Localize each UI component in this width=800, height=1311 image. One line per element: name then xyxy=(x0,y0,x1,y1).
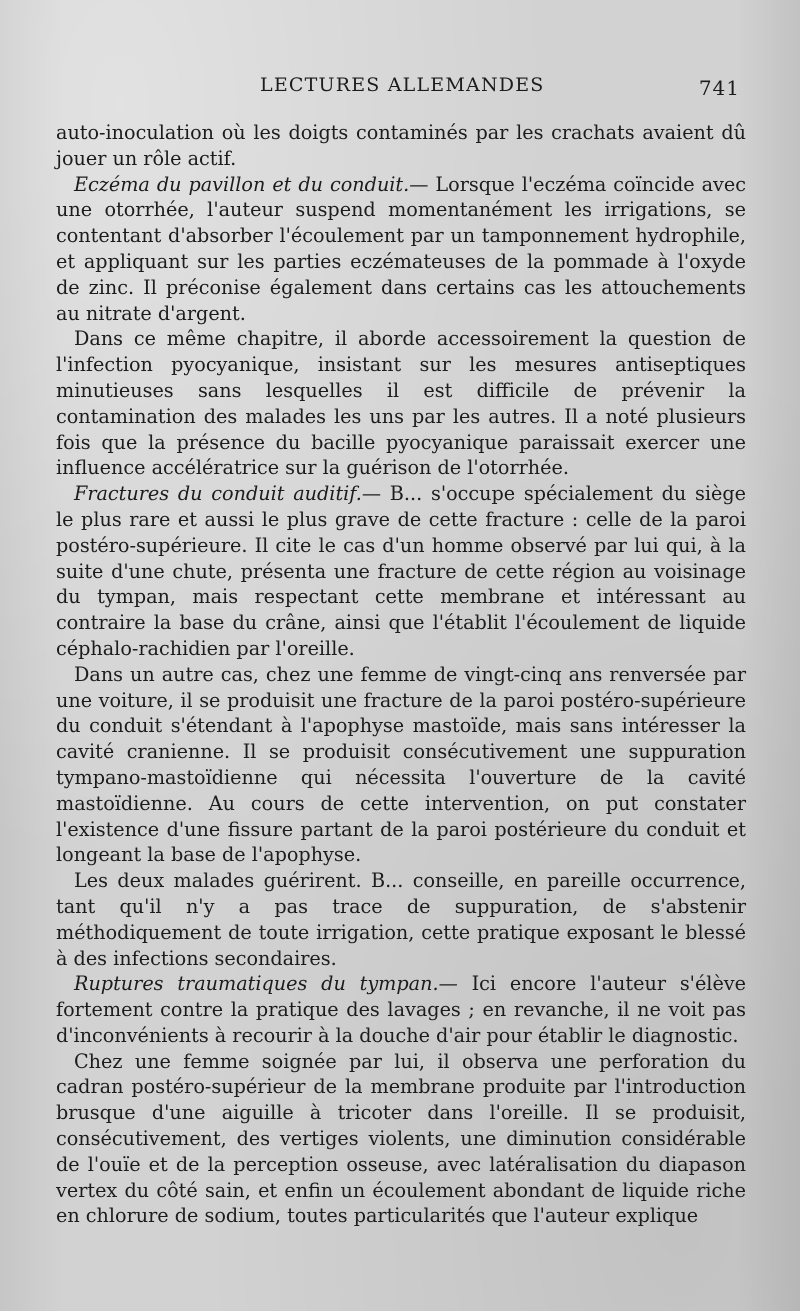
page-number: 741 xyxy=(698,76,740,100)
running-title: LECTURES ALLEMANDES xyxy=(260,74,545,96)
running-header xyxy=(56,74,746,110)
paragraph-text: Dans ce même chapitre, il aborde accessoirement la question de l'infection pyocyanique, insistant sur les mesures antiseptiques minutieuses sans lesquelles il est difficile de prévenir la contamination des malades les uns par les autres. Il a noté plusieurs fois que la présence du bacille pyocyanique paraissait exercer une influence accélératrice sur la guérison de l'otorrhée. xyxy=(56,327,746,480)
paragraph xyxy=(56,326,746,481)
paragraph-text: — Ici encore l'auteur s'élève fortement contre la pratique des lavages ; en revanche, il ne voit pas d'inconvénients à recourir à la douche d'air pour établir le diagnostic. xyxy=(56,972,746,1047)
paragraph xyxy=(56,481,746,662)
paragraph xyxy=(56,172,746,327)
section-heading: Eczéma du pavillon et du conduit. xyxy=(74,172,410,196)
paragraph-text: Dans un autre cas, chez une femme de vingt-cinq ans renversée par une voiture, il se produisit une fracture de la paroi postéro-supérieure du conduit s'étendant à l'apophyse mastoïde, mais sans intéresser la cavité cranienne. Il se produisit consécutivement une suppuration tympano-mastoïdienne qui nécessita l'ouverture de la cavité mastoïdienne. Au cours de cette intervention, on put constater l'existence d'une fissure partant de la paroi postérieure du conduit et longeant la base de l'apophyse. xyxy=(56,662,746,867)
section-heading: Ruptures traumatiques du tympan. xyxy=(74,972,439,996)
paragraph xyxy=(56,1049,746,1230)
paragraph xyxy=(56,120,746,172)
body-text xyxy=(56,120,746,1229)
paragraph xyxy=(56,868,746,971)
section-heading: Fractures du conduit auditif. xyxy=(74,482,362,506)
paragraph xyxy=(56,662,746,868)
paragraph-text: auto-inoculation où les doigts contaminés par les crachats avaient dû jouer un rôle actif. xyxy=(56,121,746,170)
paragraph-text: Les deux malades guérirent. B... conseille, en pareille occurrence, tant qu'il n'y a pas trace de suppuration, de s'abstenir méthodiquement de toute irrigation, cette pratique exposant le blessé à des infections secondaires. xyxy=(56,869,746,970)
paragraph-text: — Lorsque l'eczéma coïncide avec une otorrhée, l'auteur suspend momentanément les irrigations, se contentant d'absorber l'écoulement par un tamponnement hydrophile, et appliquant sur les parties eczémateuses de la pommade à l'oxyde de zinc. Il préconise également dans certains cas les attouchements au nitrate d'argent. xyxy=(56,172,746,325)
paragraph xyxy=(56,971,746,1048)
paragraph-text: — B... s'occupe spécialement du siège le plus rare et aussi le plus grave de cette fracture : celle de la paroi postéro-supérieure. Il cite le cas d'un homme observé par lui qui, à la suite d'une chute, présenta une fracture de cette région au voisinage du tympan, mais respectant cette membrane et intéressant au contraire la base du crâne, ainsi que l'établit l'écoulement de liquide céphalo-rachidien par l'oreille. xyxy=(56,482,747,660)
paragraph-text: Chez une femme soignée par lui, il observa une perforation du cadran postéro-supérieur de la membrane produite par l'introduction brusque d'une aiguille à tricoter dans l'oreille. Il se produisit, consécutivement, des vertiges violents, une diminution considérable de l'ouïe et de la perception osseuse, avec latéralisation du diapason vertex du côté sain, et enfin un écoulement abondant de liquide riche en chlorure de sodium, toutes particularités que l'auteur explique xyxy=(56,1049,746,1228)
